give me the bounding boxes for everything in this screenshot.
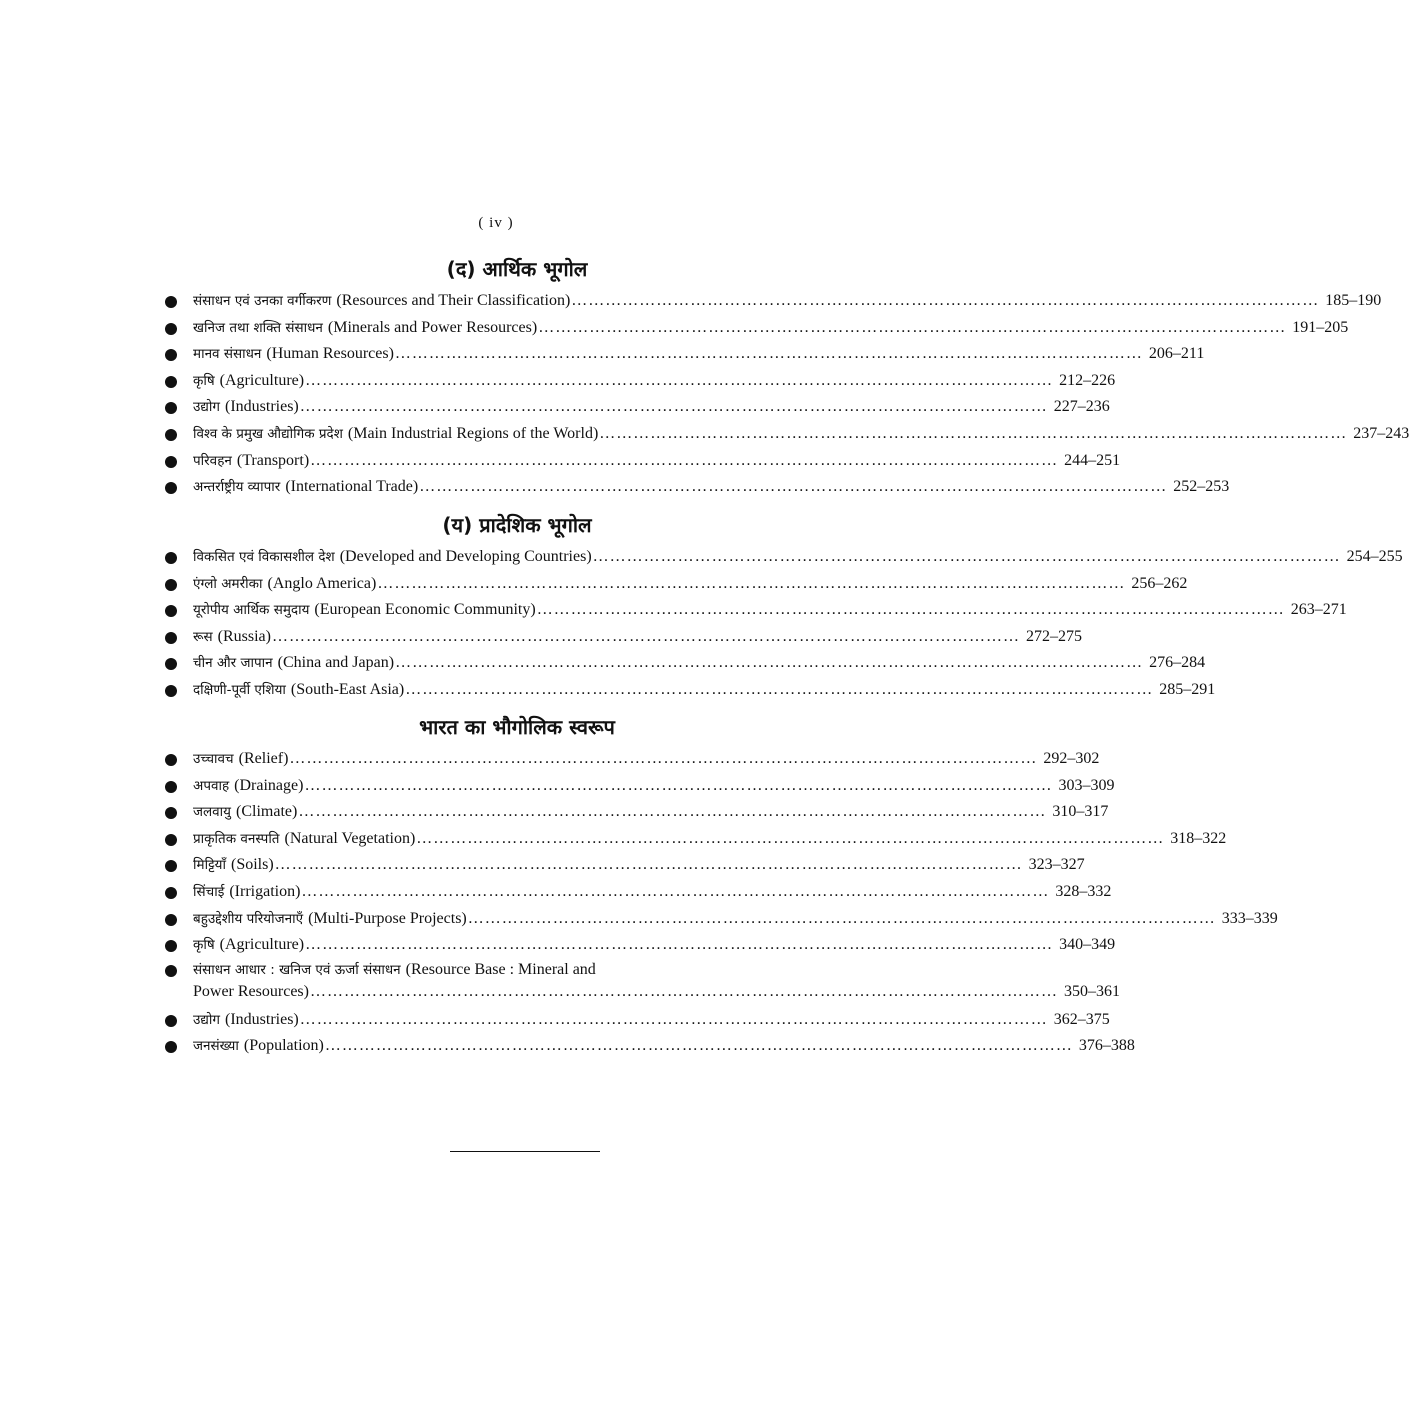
entry-title-english: (Developed and Developing Countries) <box>339 548 592 565</box>
entry-title-hindi: उद्योग <box>193 1011 220 1028</box>
entry-title-hindi: अपवाह <box>193 777 230 794</box>
dot-leader: …………………………………………………………………………………………………………………… <box>592 548 1341 565</box>
bullet-icon <box>165 914 177 926</box>
bullet-icon <box>165 323 177 335</box>
entry-title-english: (China and Japan) <box>277 654 395 672</box>
entry-title-english: (Agriculture) <box>219 371 305 389</box>
toc-entry <box>162 368 1116 395</box>
bullet-icon <box>165 429 177 441</box>
page-range: 252–253 <box>1173 478 1230 496</box>
dot-leader: …………………………………………………………………………………………………………………… <box>377 574 1126 592</box>
entry-line <box>193 650 1206 677</box>
entry-line <box>193 544 1403 571</box>
dot-leader: …………………………………………………………………………………………………………………… <box>536 601 1285 619</box>
toc-entry <box>162 959 1120 1007</box>
toc-entry <box>162 650 1206 677</box>
entry-title-hindi: विश्व के प्रमुख औद्योगिक प्रदेश <box>193 425 343 442</box>
entry-line <box>193 597 1347 624</box>
page-range: 292–302 <box>1043 750 1100 767</box>
entry-title-hindi: जलवायु <box>193 804 232 821</box>
dot-leader: …………………………………………………………………………………………………………………… <box>419 478 1168 496</box>
page-range: 340–349 <box>1059 936 1116 954</box>
dot-leader: …………………………………………………………………………………………………………………… <box>305 936 1054 954</box>
toc-entry <box>162 1007 1110 1034</box>
toc-entry <box>162 799 1109 826</box>
bullet-icon <box>165 834 177 846</box>
dot-leader: …………………………………………………………………………………………………………………… <box>298 803 1047 821</box>
end-rule <box>450 1151 600 1152</box>
bullet-icon <box>165 632 177 644</box>
entry-line <box>193 746 1100 773</box>
entry-list <box>162 544 1403 704</box>
page-range: 310–317 <box>1052 803 1109 821</box>
dot-leader: …………………………………………………………………………………………………………………… <box>416 829 1165 847</box>
page-range: 333–339 <box>1221 909 1278 927</box>
bullet-icon <box>165 552 177 564</box>
page-range: 376–388 <box>1078 1037 1135 1055</box>
dot-leader: …………………………………………………………………………………………………………………… <box>395 654 1144 672</box>
entry-title-english-continued: Power Resources) <box>193 982 309 1000</box>
dot-leader: …………………………………………………………………………………………………………………… <box>305 371 1054 389</box>
page-number: ( iv ) <box>478 215 514 231</box>
section-economic-geography <box>162 254 1409 501</box>
page-range: 350–361 <box>1063 982 1120 1000</box>
entry-line <box>193 624 1082 651</box>
entry-title-hindi: परिवहन <box>193 452 232 469</box>
entry-title-english: (Russia) <box>217 627 271 645</box>
entry-title-english: (South-East Asia) <box>290 680 405 698</box>
entry-title-hindi: एंग्लो अमरीका <box>193 575 263 592</box>
dot-leader: …………………………………………………………………………………………………………………… <box>599 424 1348 442</box>
page-range: 272–275 <box>1025 627 1082 645</box>
bullet-icon <box>165 605 177 617</box>
toc-entry <box>162 544 1403 571</box>
entry-title-hindi: कृषि <box>193 937 215 954</box>
bullet-icon <box>165 807 177 819</box>
bullet-icon <box>165 685 177 697</box>
dot-leader: …………………………………………………………………………………………………………………… <box>274 856 1023 874</box>
entry-title-english: (Relief) <box>238 750 289 767</box>
page-range: 227–236 <box>1053 398 1110 416</box>
toc-entry <box>162 474 1230 501</box>
entry-title-hindi: सिंचाई <box>193 883 225 900</box>
toc-entry <box>162 1033 1135 1060</box>
entry-title-english: (Industries) <box>225 1010 299 1028</box>
entry-title-english: (Minerals and Power Resources) <box>327 318 538 336</box>
entry-line <box>193 288 1382 315</box>
bullet-icon <box>165 402 177 414</box>
page-range: 212–226 <box>1059 371 1116 389</box>
page-range: 254–255 <box>1346 548 1403 565</box>
dot-leader: …………………………………………………………………………………………………………………… <box>310 451 1059 469</box>
page-range: 256–262 <box>1131 574 1188 592</box>
toc-entry <box>162 746 1100 773</box>
dot-leader: …………………………………………………………………………………………………………………… <box>299 1010 1048 1028</box>
entry-title-english: (Natural Vegetation) <box>284 829 416 847</box>
entry-title-english: (Industries) <box>225 398 299 416</box>
dot-leader: …………………………………………………………………………………………………………………… <box>271 627 1020 645</box>
bullet-icon <box>165 579 177 591</box>
dot-leader: …………………………………………………………………………………………………………………… <box>299 398 1048 416</box>
entry-title-hindi: दक्षिणी-पूर्वी एशिया <box>193 681 286 698</box>
entry-title-english: (Main Industrial Regions of the World) <box>347 424 599 442</box>
toc-entry <box>162 571 1188 598</box>
page-range: 285–291 <box>1159 680 1216 698</box>
entry-title-english: (Irrigation) <box>229 882 301 900</box>
bullet-icon <box>165 1015 177 1027</box>
page-range: 318–322 <box>1170 829 1227 847</box>
entry-line <box>193 773 1115 800</box>
entry-title-hindi: अन्तर्राष्ट्रीय व्यापार <box>193 479 281 496</box>
toc-entry <box>162 932 1116 959</box>
entry-line <box>193 315 1349 342</box>
bullet-icon <box>165 376 177 388</box>
entry-title-hindi: मानव संसाधन <box>193 346 262 363</box>
page-range: 263–271 <box>1290 601 1347 619</box>
entry-title-hindi: चीन और जापान <box>193 655 273 672</box>
entry-line <box>193 959 869 981</box>
entry-title-english: (Drainage) <box>234 776 304 794</box>
entry-title-english: (Population) <box>243 1037 324 1055</box>
entry-title-hindi: जनसंख्या <box>193 1038 239 1055</box>
page-range: 206–211 <box>1148 345 1205 363</box>
page-range: 362–375 <box>1053 1010 1110 1028</box>
dot-leader: …………………………………………………………………………………………………………………… <box>309 982 1058 1000</box>
entry-title-hindi: उच्चावच <box>193 751 234 767</box>
entry-line <box>193 932 1116 959</box>
bullet-icon <box>165 456 177 468</box>
toc-entry <box>162 906 1278 933</box>
page-range: 303–309 <box>1058 776 1115 794</box>
section-title: (य) प्रादेशिक भूगोल <box>442 513 592 537</box>
dot-leader: …………………………………………………………………………………………………………………… <box>571 292 1320 309</box>
entry-title-hindi: कृषि <box>193 372 215 389</box>
entry-line <box>193 341 1205 368</box>
dot-leader: …………………………………………………………………………………………………………………… <box>289 750 1038 767</box>
entry-line <box>193 1033 1135 1060</box>
entry-title-english: (Anglo America) <box>267 574 377 592</box>
dot-leader: …………………………………………………………………………………………………………………… <box>301 882 1050 900</box>
bullet-icon <box>165 754 177 766</box>
bullet-icon <box>165 965 177 977</box>
entry-line <box>193 571 1188 598</box>
toc-entry <box>162 597 1347 624</box>
bullet-icon <box>165 781 177 793</box>
entry-title-english: (Soils) <box>231 856 274 874</box>
bullet-icon <box>165 1041 177 1053</box>
toc-entry <box>162 852 1085 879</box>
entry-title-english: (Multi-Purpose Projects) <box>308 909 467 927</box>
section-title: भारत का भौगोलिक स्वरूप <box>419 715 615 739</box>
bullet-icon <box>165 860 177 872</box>
entry-line <box>193 1007 1110 1034</box>
toc-entry <box>162 288 1382 315</box>
toc-entry <box>162 315 1349 342</box>
entry-title-hindi: उद्योग <box>193 399 220 416</box>
section-regional-geography <box>162 510 1403 704</box>
entry-line <box>193 852 1085 879</box>
toc-entry <box>162 677 1216 704</box>
entry-line <box>193 799 1109 826</box>
toc-entry <box>162 448 1121 475</box>
dot-leader: …………………………………………………………………………………………………………………… <box>467 909 1216 927</box>
toc-entry <box>162 773 1115 800</box>
section-india-geography <box>162 712 1278 1060</box>
bullet-icon <box>165 296 177 308</box>
entry-line <box>193 677 1216 704</box>
entry-title-english: (Agriculture) <box>219 936 305 954</box>
toc-entry <box>162 826 1227 853</box>
page-range: 328–332 <box>1055 882 1112 900</box>
entry-line <box>193 448 1121 475</box>
entry-title-hindi: यूरोपीय आर्थिक समुदाय <box>193 602 310 619</box>
bullet-icon <box>165 482 177 494</box>
dot-leader: …………………………………………………………………………………………………………………… <box>405 680 1154 698</box>
toc-entry <box>162 879 1112 906</box>
dot-leader: …………………………………………………………………………………………………………………… <box>324 1037 1073 1055</box>
entry-line <box>193 879 1112 906</box>
entry-list <box>162 288 1409 501</box>
entry-title-english: (Transport) <box>236 451 310 469</box>
toc-entry <box>162 421 1409 448</box>
dot-leader: …………………………………………………………………………………………………………………… <box>538 318 1287 336</box>
entry-list <box>162 746 1278 1060</box>
toc-entry <box>162 394 1110 421</box>
toc-entry <box>162 624 1082 651</box>
entry-title-hindi: विकसित एवं विकासशील देश <box>193 549 335 565</box>
page-range: 191–205 <box>1292 318 1349 336</box>
page-range: 276–284 <box>1149 654 1206 672</box>
section-title: (द) आर्थिक भूगोल <box>446 257 588 281</box>
toc-entry <box>162 341 1205 368</box>
page-range: 237–243 <box>1353 424 1409 442</box>
entry-line-continued <box>193 981 1120 1003</box>
entry-title-hindi: संसाधन आधार : खनिज एवं ऊर्जा संसाधन <box>193 961 401 978</box>
entry-line <box>193 421 1409 448</box>
bullet-icon <box>165 940 177 952</box>
page-range: 185–190 <box>1325 292 1382 309</box>
bullet-icon <box>165 658 177 670</box>
entry-title-hindi: खनिज तथा शक्ति संसाधन <box>193 319 323 336</box>
entry-line <box>193 368 1116 395</box>
entry-title-hindi: बहुउद्देशीय परियोजनाएँ <box>193 910 304 927</box>
dot-leader: …………………………………………………………………………………………………………………… <box>304 776 1053 794</box>
entry-title-english: (European Economic Community) <box>314 601 536 619</box>
bullet-icon <box>165 887 177 899</box>
entry-line <box>193 394 1110 421</box>
entry-line <box>193 826 1227 853</box>
entry-title-english: (Resource Base : Mineral and <box>405 960 596 978</box>
entry-line <box>193 474 1230 501</box>
page-range: 323–327 <box>1028 856 1085 874</box>
entry-title-english: (Climate) <box>236 803 298 821</box>
entry-title-english: (Resources and Their Classification) <box>336 292 571 309</box>
entry-line <box>193 906 1278 933</box>
entry-title-hindi: प्राकृतिक वनस्पति <box>193 830 280 847</box>
bullet-icon <box>165 349 177 361</box>
page-range: 244–251 <box>1064 451 1121 469</box>
entry-title-hindi: संसाधन एवं उनका वर्गीकरण <box>193 293 332 309</box>
entry-title-hindi: रूस <box>193 628 213 645</box>
dot-leader: …………………………………………………………………………………………………………………… <box>394 345 1143 363</box>
entry-title-english: (Human Resources) <box>266 345 394 363</box>
entry-title-english: (International Trade) <box>285 478 419 496</box>
entry-title-hindi: मिट्टियाँ <box>193 857 226 874</box>
